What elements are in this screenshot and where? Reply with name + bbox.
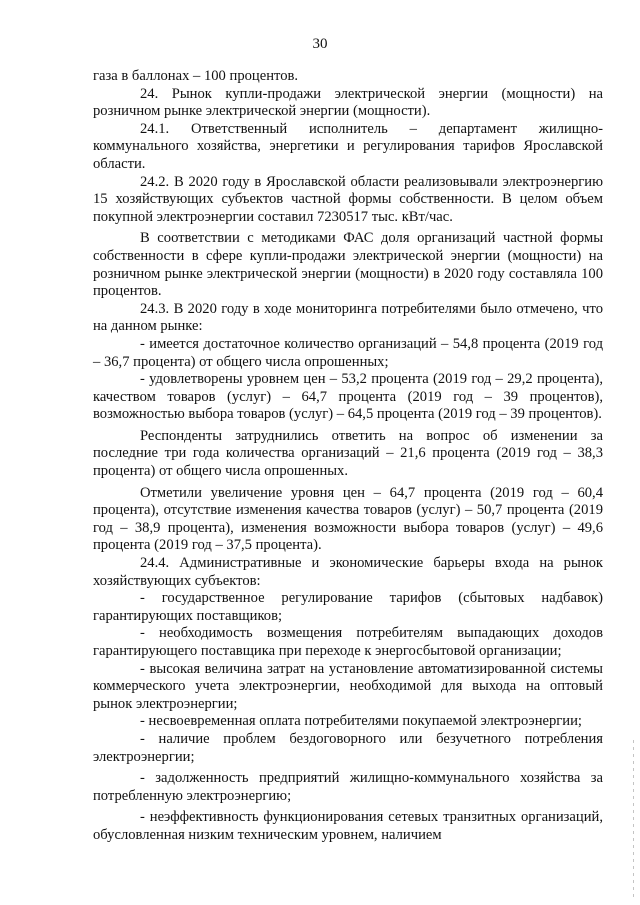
paragraph-continuation: газа в баллонах – 100 процентов.	[93, 68, 299, 84]
paragraph-24-3: 24.3. В 2020 году в ходе мониторинга потребителями было отмечено, что на данном рынке:	[93, 300, 603, 335]
list-item-barrier-3: - высокая величина затрат на установление автоматизированной системы коммерческого учета электроэнергии, необходимой для выхода на оптовый рынок электроэнергии;	[93, 660, 603, 712]
list-item-barrier-2: - необходимость возмещения потребителям выпадающих доходов гарантирующего поставщика при переходе к энергосбытовой организации;	[93, 625, 603, 659]
list-item-barrier-7: - неэффективность функционирования сетевых транзитных организаций, обусловленная низким техническим уровнем, наличием	[93, 809, 603, 843]
paragraph-fas-share: В соответствии с методиками ФАС доля организаций частной формы собственности в сфере купли-продажи электрической энергии (мощности) на розничном рынке электрической энергии (мощности) в 2020 году составляла 100 процентов.	[93, 230, 603, 300]
list-item-barrier-5: - наличие проблем бездоговорного или безучетного потребления электроэнергии;	[93, 730, 603, 765]
paragraph-24-4: 24.4. Административные и экономические барьеры входа на рынок хозяйствующих субъектов:	[93, 555, 603, 589]
paragraph-24-1: 24.1. Ответственный исполнитель – департамент жилищно-коммунального хозяйства, энергетики и регулирования тарифов Ярославской области.	[93, 120, 603, 172]
scan-edge-mark	[633, 740, 634, 900]
list-item-satisfied: - удовлетворены уровнем цен – 53,2 процента (2019 год – 29,2 процента), качеством товаров (услуг) – 64,7 процента (2019 год – 39 процентов), возможностью выбора товаров (услуг) – 64,5 процента (2019 год – 39 процентов).	[93, 371, 603, 423]
page-number: 30	[312, 36, 328, 52]
paragraph-price-increase: Отметили увеличение уровня цен – 64,7 процента (2019 год – 60,4 процента), отсутствие изменения качества товаров (услуг) – 50,7 процента (2019 год – 38,9 процента), изменения возможности выбора товаров (услуг) – 49,6 процента (2019 год – 37,5 процента).	[93, 484, 603, 554]
list-item-barrier-4: - несвоевременная оплата потребителями покупаемой электроэнергии;	[140, 713, 582, 730]
list-item-organizations: - имеется достаточное количество организаций – 54,8 процента (2019 год – 36,7 процента) от общего числа опрошенных;	[93, 335, 603, 370]
list-item-barrier-6: - задолженность предприятий жилищно-коммунального хозяйства за потребленную электроэнергию;	[93, 770, 603, 804]
section-heading-24: 24. Рынок купли-продажи электрической энергии (мощности) на розничном рынке электрической энергии (мощности).	[93, 85, 603, 120]
body-text	[93, 68, 603, 845]
list-item-barrier-1: - государственное регулирование тарифов (сбытовых надбавок) гарантирующих поставщиков;	[93, 590, 603, 624]
paragraph-24-2: 24.2. В 2020 году в Ярославской области реализовывали электроэнергию 15 хозяйствующих субъектов частной формы собственности. В целом объем покупной электроэнергии составил 7230517 тыс. кВт/час.	[93, 173, 603, 225]
paragraph-respondents: Респонденты затруднились ответить на вопрос об изменении за последние три года количества организаций – 21,6 процента (2019 год – 38,3 процента) от общего числа опрошенных.	[93, 427, 603, 480]
